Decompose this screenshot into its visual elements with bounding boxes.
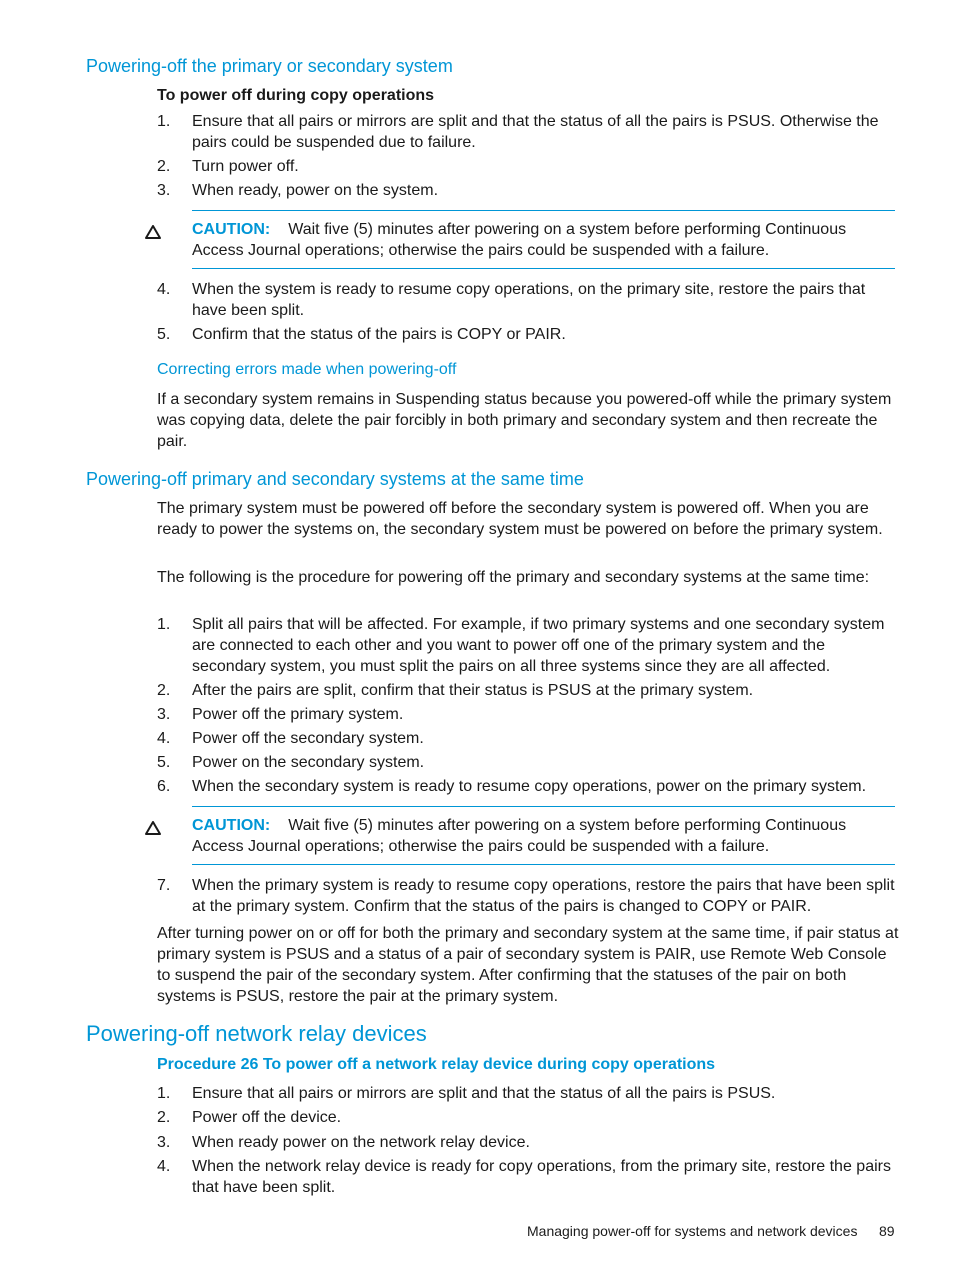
procedure-title: To power off during copy operations: [157, 87, 435, 104]
footer-title: Managing power-off for systems and network devices: [527, 1223, 858, 1239]
paragraph: After turning power on or off for both the primary and secondary system at the same time, if pair status at primary system is PSUS and a status of a pair of secondary system is PAIR, use Remote Web Console to suspend the pair of the secondary system. After confirming that the statuses of the pair on both systems is PSUS, restore the pair at the primary system.: [157, 925, 899, 1005]
page-number: 89: [879, 1223, 895, 1239]
caution-box: [192, 806, 895, 865]
section-heading-network-relay: Powering-off network relay devices: [86, 1021, 427, 1046]
paragraph: The primary system must be powered off before the secondary system is powered off. When you are ready to power the systems on, the secondary system must be powered on before the primary system.: [157, 500, 883, 538]
caution-label: CAUTION:: [192, 221, 271, 238]
caution-text: Wait five (5) minutes after powering on a system before performing Continuous Access Journal operations; otherwise the pairs could be suspended with a failure.: [192, 221, 847, 259]
caution-label: CAUTION:: [192, 817, 271, 834]
caution-text: Wait five (5) minutes after powering on a system before performing Continuous Access Journal operations; otherwise the pairs could be suspended with a failure.: [192, 817, 847, 855]
caution-box: [192, 210, 895, 269]
procedure-title: Procedure 26 To power off a network relay device during copy operations: [157, 1056, 716, 1073]
paragraph: The following is the procedure for powering off the primary and secondary systems at the same time:: [157, 569, 870, 586]
warning-triangle-icon: [144, 820, 162, 836]
section-heading-primary-secondary: Powering-off the primary or secondary system: [86, 56, 453, 76]
section-heading-same-time: Powering-off primary and secondary systems at the same time: [86, 469, 584, 489]
warning-triangle-icon: [144, 224, 162, 240]
paragraph: If a secondary system remains in Suspending status because you powered-off while the primary system was copying data, delete the pair forcibly in both primary and secondary system and then recreate the pair.: [157, 391, 892, 450]
subsection-heading: Correcting errors made when powering-off: [157, 361, 457, 378]
